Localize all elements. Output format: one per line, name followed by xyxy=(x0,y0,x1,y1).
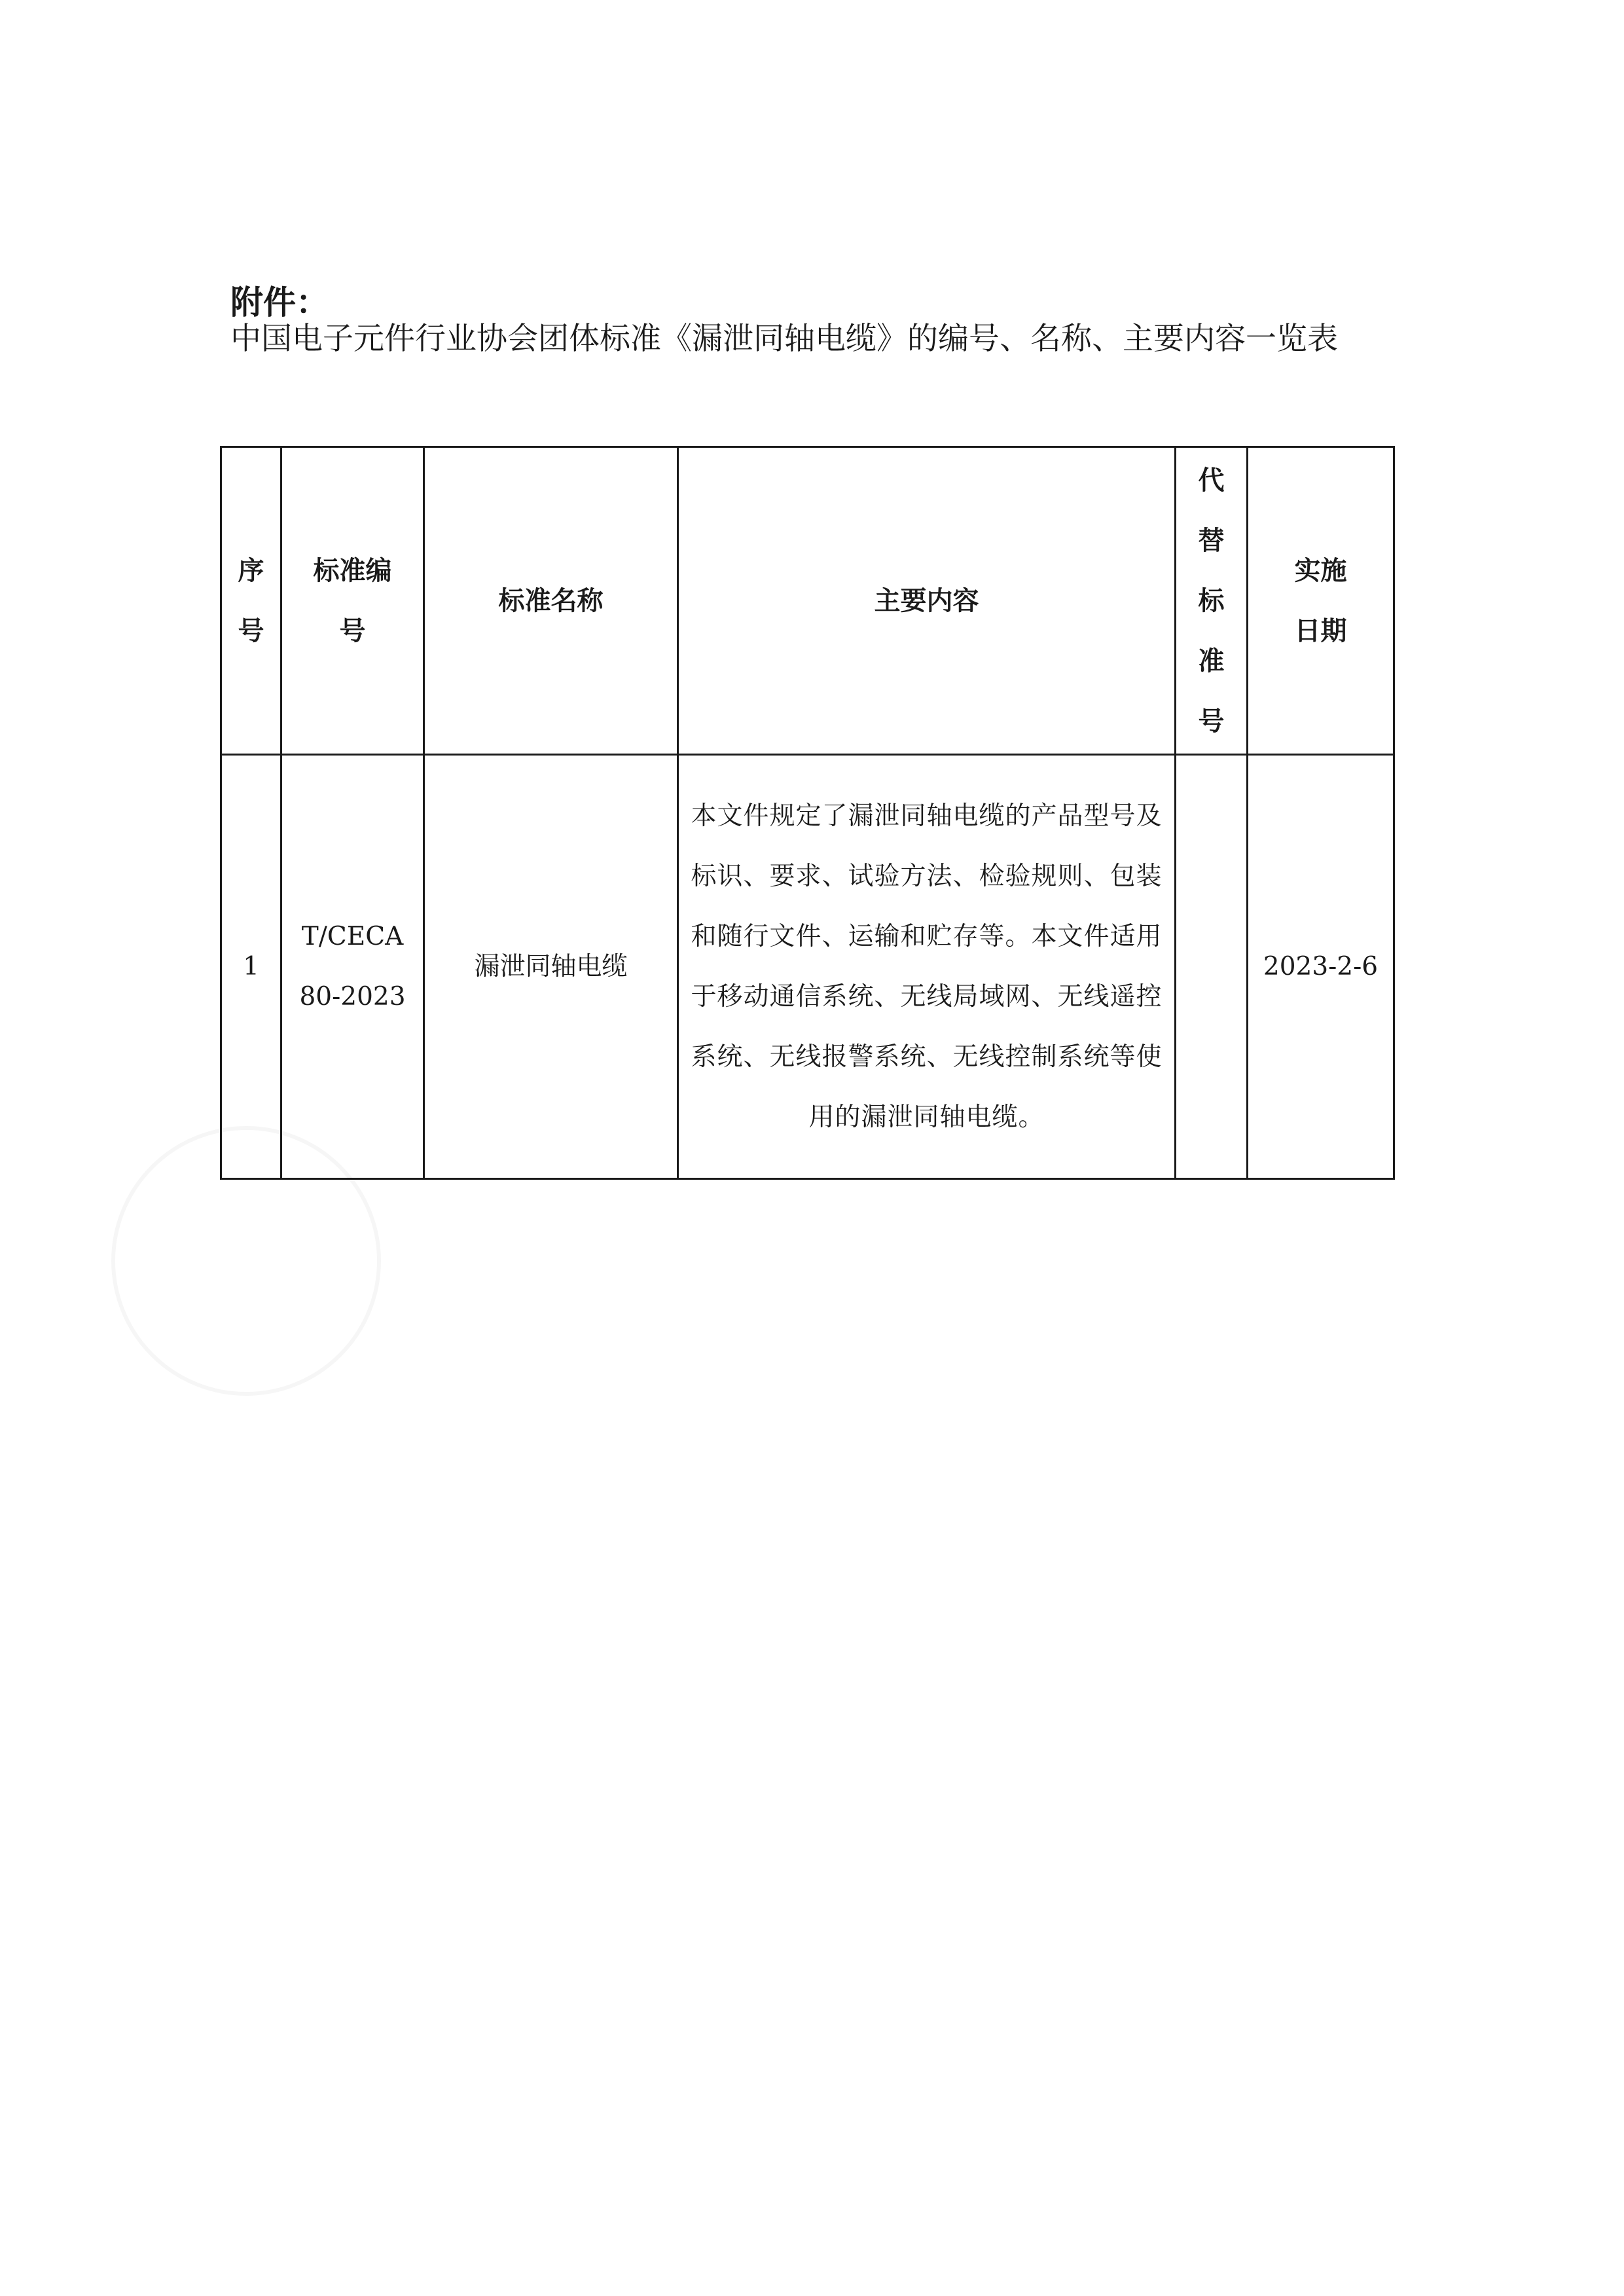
header-content: 主要内容 xyxy=(678,447,1176,755)
header-date: 实施日期 xyxy=(1248,447,1394,755)
standards-table xyxy=(220,446,1395,1180)
document-subheading: 中国电子元件行业协会团体标准《漏泄同轴电缆》的编号、名称、主要内容一览表 xyxy=(230,321,1338,357)
cell-code-line2: 80-2023 xyxy=(299,981,406,1011)
cell-code xyxy=(281,755,424,1179)
cell-name: 漏泄同轴电缆 xyxy=(424,755,678,1179)
cell-content: 本文件规定了漏泄同轴电缆的产品型号及标识、要求、试验方法、检验规则、包装和随行文件、运输和贮存等。本文件适用于移动通信系统、无线局域网、无线遥控系统、无线报警系统、无线控制系统等使用的漏泄同轴电缆。 xyxy=(678,755,1176,1179)
header-seq: 序号 xyxy=(221,447,281,755)
attachment-heading: 附件： xyxy=(230,283,329,321)
cell-seq: 1 xyxy=(221,755,281,1179)
header-name: 标准名称 xyxy=(424,447,678,755)
cell-replace xyxy=(1176,755,1248,1179)
cell-date: 2023-2-6 xyxy=(1248,755,1394,1179)
table-row xyxy=(221,755,1394,1179)
table-header-row xyxy=(221,447,1394,755)
header-code: 标准编号 xyxy=(281,447,424,755)
cell-code-line1: T/CECA xyxy=(301,921,404,951)
header-replace: 代替标准号 xyxy=(1176,447,1248,755)
